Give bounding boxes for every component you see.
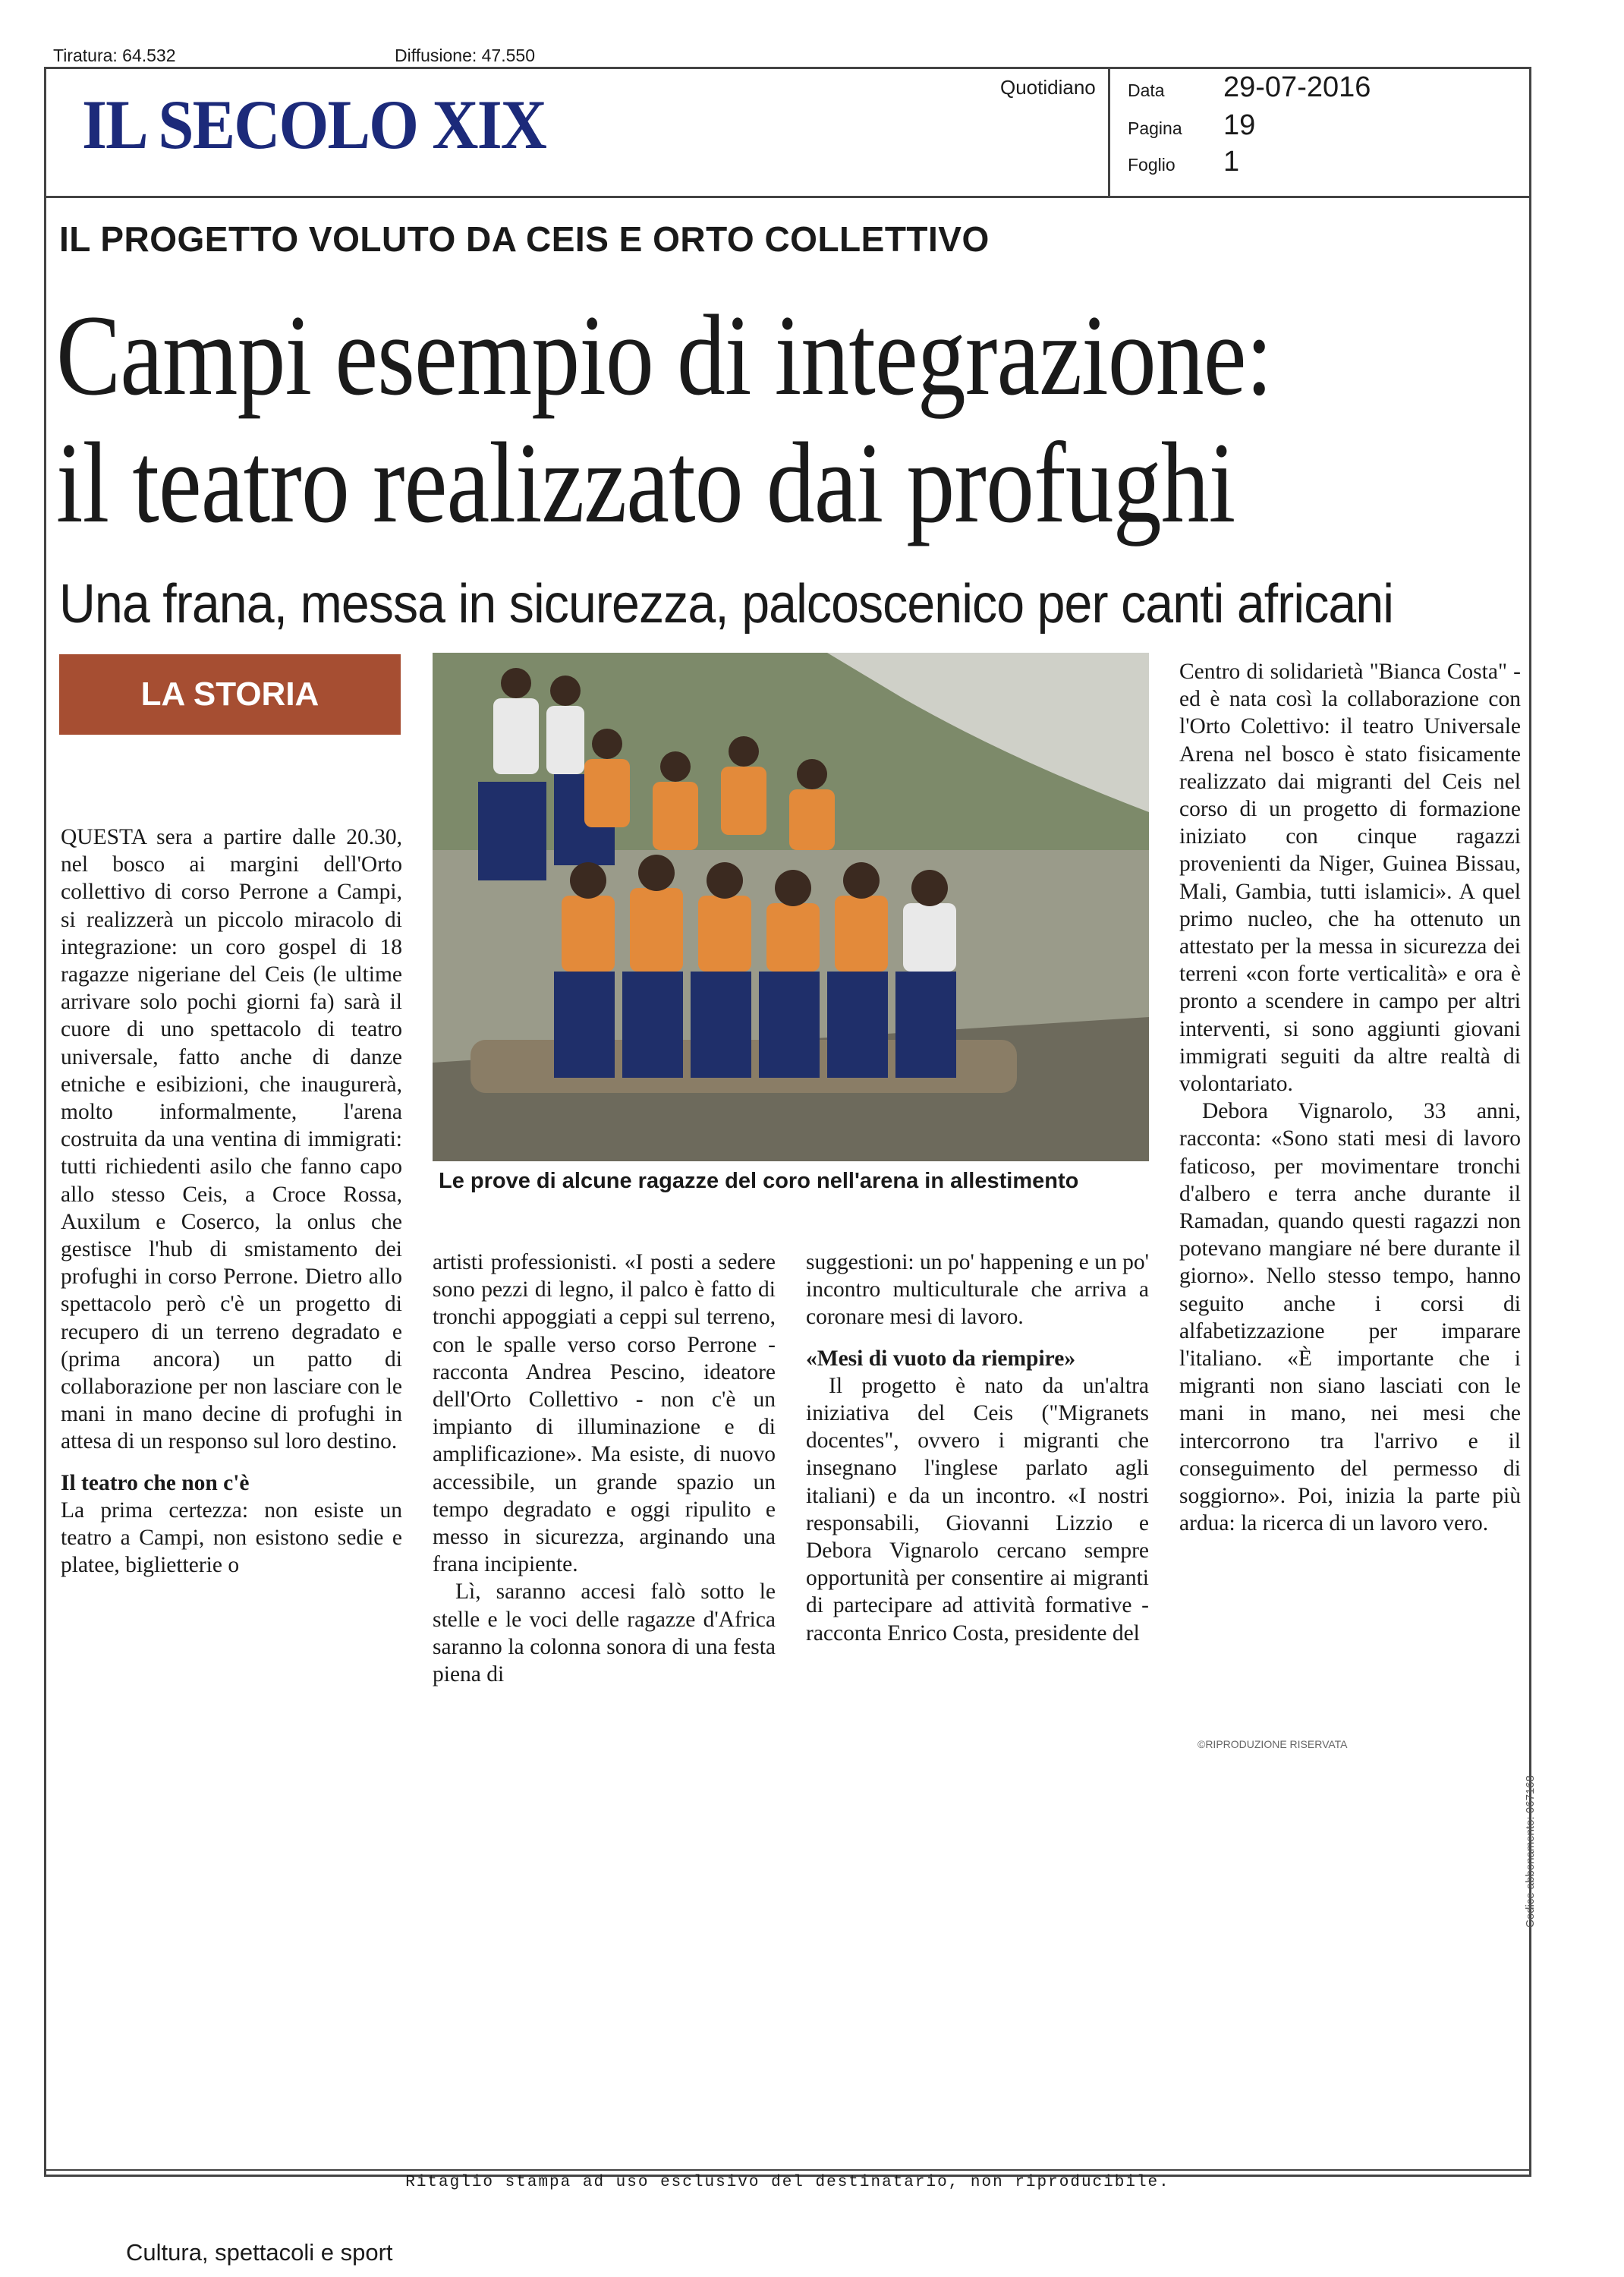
- footer-divider: [44, 2169, 1531, 2171]
- paragraph: Centro di solidarietà "Bianca Costa" - ed è nata così la collaborazione con l'Orto Colettivo: il teatro Universale Arena nel bosco è stato fisicamente realizzato dai migranti del Ceis nel corso di un progetto di formazione iniziato con cinque ragazzi provenienti da Niger, Guinea Bissau, Mali, Gambia, tutti islamici». A quel primo nucleo, che ha ottenuto un attestato per la messa in sicurezza dei terreni «con forte verticalità» e ora è pronto a scendere in campo per altri interventi, si sono aggiunti giovani immigrati seguiti da altre realtà di volontariato.: [1179, 660, 1521, 1097]
- article-column-1: [61, 824, 402, 1579]
- reproduction-disclaimer: Ritaglio stampa ad uso esclusivo del destinatario, non riproducibile.: [405, 2174, 1170, 2191]
- section-label: LA STORIA: [59, 654, 401, 735]
- article-subtitle: Una frana, messa in sicurezza, palcoscenico per canti africani: [59, 574, 1394, 635]
- article-column-2: [433, 1249, 776, 1688]
- choir-photo-illustration: [433, 653, 1149, 1161]
- subscription-code: Codice abbonamento: 067168: [1524, 1775, 1537, 1928]
- copyright-notice: ©RIPRODUZIONE RISERVATA: [1198, 1738, 1348, 1750]
- newspaper-masthead: IL SECOLO XIX: [82, 86, 546, 163]
- paragraph: Debora Vignarolo, 33 anni, racconta: «Sono stati mesi di lavoro faticoso, per movimentare tronchi d'albero e terra anche durante il Ramadan, quando questi ragazzi non potevano mangiare né bere durante il giorno». Nello stesso tempo, hanno seguito anche i corsi di alfabetizzazione per imparare l'italiano. «È importante che i migranti non siano lasciati con le mani in mano, nei mesi che intercorrono tra l'arrivo e il conseguimento del permesso di soggiorno». Poi, inizia la parte più ardua: la ricerca di un lavoro vero.: [1179, 1099, 1521, 1536]
- header-vertical-divider: [1108, 67, 1110, 197]
- pagina-label: Pagina: [1128, 118, 1182, 138]
- paragraph: suggestioni: un po' happening e un po' incontro multiculturale che arriva a coronare mesi di lavoro.: [806, 1250, 1149, 1330]
- diffusione: Diffusione: 47.550: [395, 46, 535, 65]
- data-value: 29-07-2016: [1223, 71, 1371, 103]
- section-name: Cultura, spettacoli e sport: [126, 2239, 393, 2266]
- article-photo: [433, 653, 1149, 1161]
- paragraph: Lì, saranno accesi falò sotto le stelle e le voci delle ragazze d'Africa saranno la colonna sonora di una festa piena di: [433, 1579, 776, 1687]
- pagina-value: 19: [1223, 109, 1256, 141]
- subheading: «Mesi di vuoto da riempire»: [806, 1346, 1076, 1371]
- tiratura: Tiratura: 64.532: [53, 46, 176, 65]
- article-column-4: [1179, 658, 1521, 1538]
- header-divider: [44, 196, 1531, 198]
- foglio-value: 1: [1223, 146, 1240, 178]
- paragraph: Il progetto è nato da un'altra iniziativa del Ceis ("Migranets docentes", ovvero i migranti che insegnano l'inglese parlato agli italiani) e da un incontro. «I nostri responsabili, Giovanni Lizzio e Debora Vignarolo cercano sempre opportunità per consentire ai migranti di partecipare ad attività formative - racconta Enrico Costa, presidente del: [806, 1373, 1149, 1646]
- periodicity: Quotidiano: [1000, 76, 1096, 99]
- paragraph: La prima certezza: non esiste un teatro a Campi, non esistono sedie e platee, biglietterie o: [61, 1498, 402, 1578]
- article-kicker: IL PROGETTO VOLUTO DA CEIS E ORTO COLLETTIVO: [59, 219, 990, 259]
- paragraph: QUESTA sera a partire dalle 20.30, nel bosco ai margini dell'Orto collettivo di corso Perrone a Campi, si realizzerà un piccolo miracolo di integrazione: un coro gospel di 18 ragazze nigeriane del Ceis (le ultime arrivare solo pochi giorni fa) sarà il cuore di uno spettacolo di teatro universale, fatto anche di danze etniche e esibizioni, che inaugurerà, molto informalmente, l'arena costruita da una ventina di immigrati: tutti richiedenti asilo che fanno capo allo stesso Ceis, a Croce Rossa, Auxilum e Coserco, la onlus che gestisce l'hub di smistamento dei profughi in corso Perrone. Dietro allo spettacolo però c'è un progetto di recupero di un terreno degradato e (prima ancora) un patto di collaborazione per non lasciare con le mani in mano decine di profughi in attesa di un responso sul loro destino.: [61, 825, 402, 1454]
- paragraph: artisti professionisti. «I posti a sedere sono pezzi di legno, il palco è fatto di tronchi appoggiati a ceppi sul terreno, con le spalle verso corso Perrone - racconta Andrea Pescino, ideatore dell'Orto Collettivo - non c'è un impianto di illuminazione e di amplificazione». Ma esiste, di nuovo accessibile, un grande spazio un tempo degradato e oggi ripulito e messo in sicurezza, arginando una frana incipiente.: [433, 1250, 776, 1577]
- article-column-3: [806, 1249, 1149, 1647]
- headline-line-1: Campi esempio di integrazione:: [56, 291, 1273, 419]
- data-label: Data: [1128, 80, 1165, 100]
- foglio-label: Foglio: [1128, 155, 1176, 175]
- photo-caption: Le prove di alcune ragazze del coro nell'arena in allestimento: [439, 1169, 1079, 1193]
- subheading: Il teatro che non c'è: [61, 1470, 250, 1495]
- headline-line-2: il teatro realizzato dai profughi: [56, 419, 1235, 546]
